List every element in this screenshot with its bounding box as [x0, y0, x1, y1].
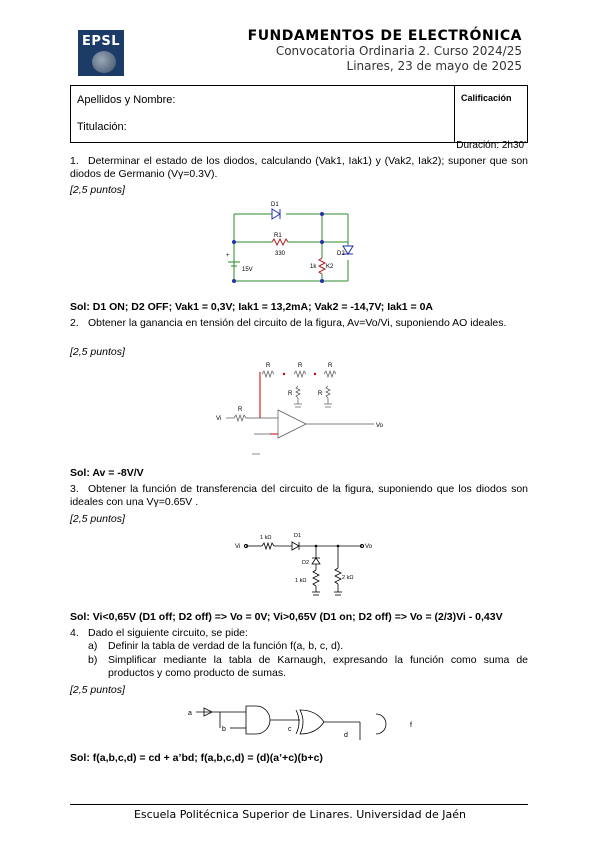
q3-label-vo: Vo: [365, 544, 373, 550]
q4-part-a: a) Definir la tabla de verdad de la función f(a, b, c, d).: [88, 640, 344, 652]
q4-part-b: b) Simplificar mediante la tabla de Karnaugh, expresando la función como suma de productos y como producto de sumas.: [88, 654, 528, 679]
exam-subtitle: [276, 44, 522, 74]
q4-label-c: c: [288, 726, 292, 733]
question-1: 1. Determinar el estado de los diodos, calculando (Vak1, Iak1) y (Vak2, Iak2); suponer que son diodos de Germanio (Vγ=0.3V).: [70, 155, 528, 180]
label-k2: K2: [326, 264, 334, 270]
q1-points: [2,5 puntos]: [70, 184, 125, 196]
q3-label-r2: 1 kΩ: [295, 578, 307, 584]
label-plus: +: [226, 253, 230, 259]
question-4: 4. Dado el siguiente circuito, se pide:: [70, 627, 248, 639]
exam-title: FUNDAMENTOS DE ELECTRÓNICA: [247, 28, 522, 44]
label-r1-value: 330: [275, 251, 286, 257]
q3-label-d2: D2: [302, 560, 310, 566]
label-d2: D2: [337, 251, 345, 257]
exam-date: Linares, 23 de mayo de 2025: [346, 59, 522, 73]
name-field[interactable]: Apellidos y Nombre:: [71, 86, 455, 116]
q4-label-d: d: [344, 732, 348, 739]
q2-label-r3: R: [328, 363, 333, 369]
question-2: 2. Obtener la ganancia en tensión del circuito de la figura, Av=Vo/Vi, suponiendo AO ideales.: [70, 317, 507, 329]
q2-label-r1: R: [266, 363, 271, 369]
logo-text: EPSL: [82, 34, 121, 49]
grade-field: Calificación: [455, 86, 528, 143]
duration: Duración: 2h30': [456, 140, 526, 151]
q2-circuit: [214, 358, 390, 462]
degree-field[interactable]: Titulación:: [71, 115, 455, 143]
label-source: 15V: [242, 267, 253, 273]
q2-label-vo: Vo: [376, 423, 384, 429]
q3-circuit: [232, 528, 373, 606]
q3-label-d1: D1: [294, 533, 302, 539]
student-info-table: [70, 85, 528, 143]
globe-icon: [92, 51, 116, 73]
q1-circuit: [222, 198, 352, 290]
q3-solution: Sol: Vi<0,65V (D1 off; D2 off) => Vo = 0V; Vi>0,65V (D1 on; D2 off) => Vo = (2/3)Vi - 0,43V: [70, 611, 503, 623]
and-gate: [246, 706, 270, 734]
q4-points: [2,5 puntos]: [70, 684, 125, 696]
label-d1: D1: [271, 202, 279, 208]
diode-d1: [272, 209, 280, 219]
q3-label-r3: 2 kΩ: [342, 575, 354, 581]
q2-points: [2,5 puntos]: [70, 346, 125, 358]
q1-solution: Sol: D1 ON; D2 OFF; Vak1 = 0,3V; Iak1 = 13,2mA; Vak2 = -14,7V; Iak1 = 0A: [70, 301, 434, 313]
footer: Escuela Politécnica Superior de Linares. Universidad de Jaén: [133, 808, 467, 821]
resistor-r1: [272, 239, 288, 245]
q2-solution: Sol: Av = -8V/V: [70, 467, 144, 479]
label-k2-value: 1k: [310, 264, 317, 270]
q2-label-r4: R: [288, 391, 293, 397]
q4-label-f: f: [410, 722, 412, 729]
q3-points: [2,5 puntos]: [70, 513, 125, 525]
q4-label-a: a: [188, 710, 192, 717]
footer-divider: [70, 804, 528, 805]
xor-gate: [300, 710, 324, 734]
q2-label-vi: Vi: [216, 416, 222, 422]
q2-label-r2: R: [298, 363, 303, 369]
q2-label-r5: R: [318, 391, 323, 397]
q4-circuit: [184, 700, 414, 748]
school-logo: [78, 30, 124, 76]
label-r1: R1: [274, 233, 282, 239]
resistor-k2: [319, 258, 325, 274]
question-3: 3. Obtener la función de transferencia del circuito de la figura, suponiendo que los diodos son ideales con una Vγ=0.65V .: [70, 483, 528, 508]
q2-label-r6: R: [238, 407, 243, 413]
output-gate: [376, 714, 386, 734]
exam-session: Convocatoria Ordinaria 2. Curso 2024/25: [275, 44, 522, 58]
q4-solution: Sol: f(a,b,c,d) = cd + a’bd; f(a,b,c,d) = (d)(a’+c)(b+c): [70, 752, 323, 764]
q4-label-b: b: [222, 726, 226, 733]
q3-label-r1: 1 kΩ: [260, 535, 272, 541]
q3-label-vi: Vi: [235, 544, 241, 550]
